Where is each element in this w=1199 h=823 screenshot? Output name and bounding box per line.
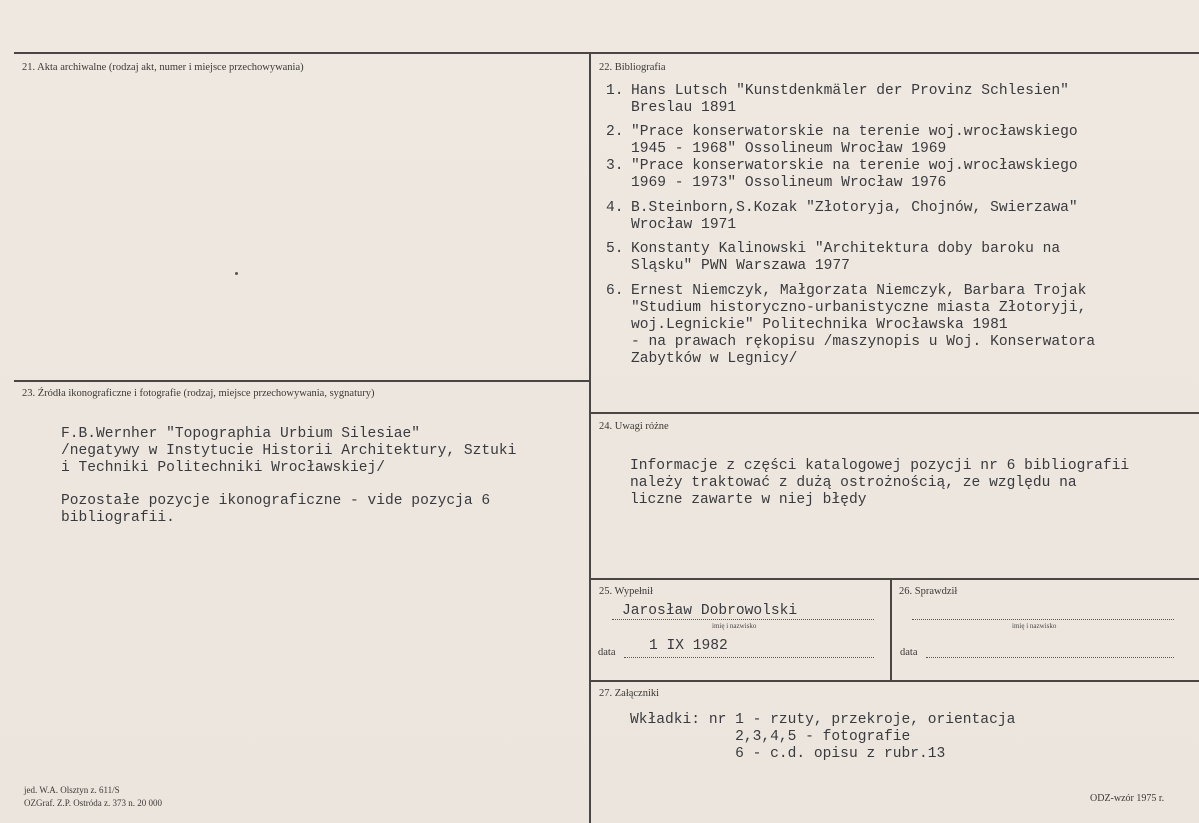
remarks-line-3: liczne zawarte w niej błędy bbox=[630, 492, 867, 508]
remarks-line-1: Informacje z części katalogowej pozycji nr 6 bibliografii bbox=[630, 458, 1130, 474]
attachments-line-2: 2,3,4,5 - fotografie bbox=[630, 729, 911, 745]
icon-remainder-line-1: Pozostałe pozycje ikonograficzne - vide pozycja 6 bbox=[61, 493, 491, 509]
bib-1-line-1: Hans Lutsch "Kunstdenkmäler der Provinz Schlesien" bbox=[631, 83, 1069, 99]
divider-22-24 bbox=[591, 412, 1199, 414]
checked-by-date-line bbox=[926, 657, 1174, 658]
bib-1-line-2: Breslau 1891 bbox=[631, 100, 737, 116]
bib-4-line-1: B.Steinborn,S.Kozak "Złotoryja, Chojnów, Swierzawa" bbox=[631, 200, 1078, 216]
bib-num-1: 1. bbox=[606, 83, 624, 99]
bib-6-line-1: Ernest Niemczyk, Małgorzata Niemczyk, Barbara Trojak bbox=[631, 283, 1087, 299]
bib-num-3: 3. bbox=[606, 158, 624, 174]
section-25-label: 25. Wypełnił bbox=[599, 586, 654, 597]
section-27-label: 27. Załączniki bbox=[599, 688, 660, 699]
printer-imprint-line-2: OZGraf. Z.P. Ostróda z. 373 n. 20 000 bbox=[24, 798, 162, 808]
paper-speck bbox=[235, 272, 238, 275]
divider-24-25 bbox=[591, 578, 1199, 580]
bib-6-line-2: "Studium historyczno-urbanistyczne miasta Złotoryji, bbox=[631, 300, 1087, 316]
filled-by-date: 1 IX 1982 bbox=[649, 638, 728, 654]
bib-3-line-2: 1969 - 1973" Ossolineum Wrocław 1976 bbox=[631, 175, 947, 191]
filled-by-date-label: data bbox=[598, 647, 616, 658]
icon-source-line-2: /negatywy w Instytucie Historii Architektury, Sztuki bbox=[61, 443, 517, 459]
bib-num-2: 2. bbox=[606, 124, 624, 140]
form-code: ODZ-wzór 1975 r. bbox=[1090, 793, 1165, 804]
checked-by-date-label: data bbox=[900, 647, 918, 658]
divider-21-23 bbox=[14, 380, 591, 382]
attachments-line-1: Wkładki: nr 1 - rzuty, przekroje, orientacja bbox=[630, 712, 1016, 728]
remarks-line-2: należy traktować z dużą ostrożnością, ze względu na bbox=[630, 475, 1077, 491]
filled-by-date-line bbox=[624, 657, 874, 658]
section-23-label: 23. Źródła ikonograficzne i fotografie (rodzaj, miejsce przechowywania, sygnatury) bbox=[22, 388, 375, 399]
bib-4-line-2: Wrocław 1971 bbox=[631, 217, 737, 233]
bib-6-line-5: Zabytków w Legnicy/ bbox=[631, 351, 798, 367]
bib-num-4: 4. bbox=[606, 200, 624, 216]
divider-25-27 bbox=[591, 680, 1199, 682]
section-24-label: 24. Uwagi różne bbox=[599, 421, 669, 432]
icon-remainder-line-2: bibliografii. bbox=[61, 510, 175, 526]
divider-25-26 bbox=[890, 578, 892, 680]
section-22-label: 22. Bibliografia bbox=[599, 62, 666, 73]
icon-source-line-1: F.B.Wernher "Topographia Urbium Silesiae" bbox=[61, 426, 421, 442]
bib-num-6: 6. bbox=[606, 283, 624, 299]
checked-by-name-caption: imię i nazwisko bbox=[1012, 622, 1057, 630]
bib-num-5: 5. bbox=[606, 241, 624, 257]
filled-by-name-line bbox=[612, 619, 874, 620]
filled-by-name: Jarosław Dobrowolski bbox=[622, 603, 798, 619]
attachments-line-3: 6 - c.d. opisu z rubr.13 bbox=[630, 746, 946, 762]
printer-imprint-line-1: jed. W.A. Olsztyn z. 611/S bbox=[24, 785, 120, 795]
icon-source-line-3: i Techniki Politechniki Wrocławskiej/ bbox=[61, 460, 386, 476]
bib-2-line-1: "Prace konserwatorskie na terenie woj.wrocławskiego bbox=[631, 124, 1078, 140]
filled-by-name-caption: imię i nazwisko bbox=[712, 622, 757, 630]
bib-3-line-1: "Prace konserwatorskie na terenie woj.wrocławskiego bbox=[631, 158, 1078, 174]
section-26-label: 26. Sprawdził bbox=[899, 586, 958, 597]
bib-5-line-2: Sląsku" PWN Warszawa 1977 bbox=[631, 258, 850, 274]
checked-by-name-line bbox=[912, 619, 1174, 620]
bib-2-line-2: 1945 - 1968" Ossolineum Wrocław 1969 bbox=[631, 141, 947, 157]
bib-6-line-4: - na prawach rękopisu /maszynopis u Woj. Konserwatora bbox=[631, 334, 1096, 350]
section-21-label: 21. Akta archiwalne (rodzaj akt, numer i miejsce przechowywania) bbox=[22, 62, 304, 73]
bib-6-line-3: woj.Legnickie" Politechnika Wrocławska 1981 bbox=[631, 317, 1008, 333]
bib-5-line-1: Konstanty Kalinowski "Architektura doby baroku na bbox=[631, 241, 1061, 257]
center-divider bbox=[589, 52, 591, 823]
top-border bbox=[14, 52, 1199, 54]
